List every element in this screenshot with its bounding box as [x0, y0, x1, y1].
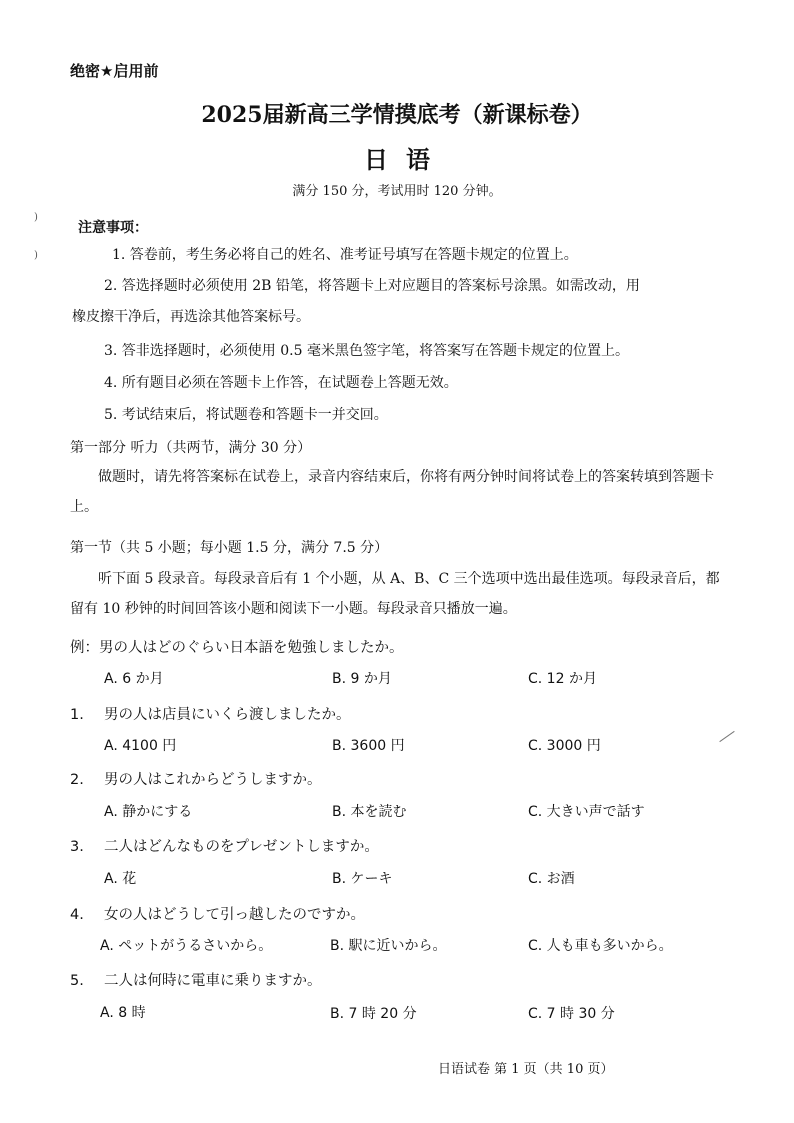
page-footer: 日语试卷 第 1 页（共 10 页） [438, 1062, 614, 1077]
option-a[interactable]: A. 静かにする [104, 804, 193, 820]
option-a[interactable]: A. 8 時 [100, 1005, 146, 1021]
section1-instruction [70, 564, 730, 624]
secret-label: 绝密★启用前 [70, 62, 159, 80]
question-number: 3. [70, 839, 84, 855]
question-text: 女の人はどうして引っ越したのですか。 [104, 907, 365, 923]
notice-heading: 注意事项： [78, 220, 148, 236]
question-number: 例： [70, 640, 99, 656]
option-b[interactable]: B. 駅に近いから。 [330, 938, 447, 954]
exam-title: 2025届新高三学情摸底考（新课标卷） [201, 102, 593, 128]
part1-instruction-text: 做题时，请先将答案标在试卷上，录音内容结束后，你将有两分钟时间将试卷上的答案转填到答题卡上。 [70, 469, 714, 515]
option-b[interactable]: B. ケーキ [332, 871, 393, 887]
question-1 [70, 703, 351, 724]
question-5 [70, 969, 322, 990]
question-number: 5. [70, 973, 84, 989]
question-3 [70, 835, 379, 856]
option-c[interactable]: C. 12 か月 [528, 671, 597, 687]
scan-mark-icon: ) [34, 212, 38, 223]
question-text: 二人は何時に電車に乗りますか。 [104, 973, 322, 989]
question-text: 男の人はこれからどうしますか。 [104, 772, 322, 788]
question-number: 4. [70, 907, 84, 923]
option-c[interactable]: C. 3000 円 [528, 738, 601, 754]
option-b[interactable]: B. 本を読む [332, 804, 407, 820]
question-text: 二人はどんなものをプレゼントしますか。 [104, 839, 379, 855]
score-info: 满分 150 分，考试用时 120 分钟。 [292, 184, 502, 199]
option-a[interactable]: A. 6 か月 [104, 671, 164, 687]
notice-item-2: 2. 答选择题时必须使用 2B 铅笔，将答题卡上对应题目的答案标号涂黑。如需改动，用 [104, 278, 640, 294]
question-4 [70, 903, 365, 924]
option-a[interactable]: A. 花 [104, 871, 137, 887]
notice-item-5: 5. 考试结束后，将试题卷和答题卡一并交回。 [104, 407, 388, 423]
scan-mark-icon: ) [34, 250, 38, 261]
question-number: 1. [70, 707, 84, 723]
notice-item-1: 1. 答卷前，考生务必将自己的姓名、准考证号填写在答题卡规定的位置上。 [112, 247, 578, 263]
notice-item-2-cont: 橡皮擦干净后，再选涂其他答案标号。 [72, 309, 310, 325]
question-text: 男の人は店員にいくら渡しましたか。 [104, 707, 351, 723]
question-number: 2. [70, 772, 84, 788]
section1-heading: 第一节（共 5 小题；每小题 1.5 分，满分 7.5 分） [70, 540, 389, 556]
question-example [70, 636, 404, 657]
notice-item-3: 3. 答非选择题时，必须使用 0.5 毫米黑色签字笔，将答案写在答题卡规定的位置上。 [104, 343, 629, 359]
notice-item-4: 4. 所有题目必须在答题卡上作答，在试题卷上答题无效。 [104, 375, 458, 391]
option-a[interactable]: A. 4100 円 [104, 738, 177, 754]
subject-title: 日语 [364, 145, 448, 174]
part1-instruction [70, 462, 730, 522]
section1-instruction-text: 听下面 5 段录音。每段录音后有 1 个小题，从 A、B、C 三个选项中选出最佳选项。每段录音后，都留有 10 秒钟的时间回答该小题和阅读下一小题。每段录音只播放一遍。 [70, 571, 720, 617]
question-2 [70, 768, 322, 789]
option-b[interactable]: B. 7 時 20 分 [330, 1006, 417, 1022]
option-b[interactable]: B. 3600 円 [332, 738, 405, 754]
option-c[interactable]: C. お酒 [528, 871, 575, 887]
scan-mark-icon [719, 731, 734, 742]
option-c[interactable]: C. 人も車も多いから。 [528, 938, 673, 954]
option-c[interactable]: C. 7 時 30 分 [528, 1006, 615, 1022]
question-text: 男の人はどのぐらい日本語を勉強しましたか。 [99, 640, 404, 656]
option-c[interactable]: C. 大きい声で話す [528, 804, 645, 820]
option-a[interactable]: A. ペットがうるさいから。 [100, 938, 273, 954]
option-b[interactable]: B. 9 か月 [332, 671, 392, 687]
part1-heading: 第一部分 听力（共两节，满分 30 分） [70, 440, 312, 456]
